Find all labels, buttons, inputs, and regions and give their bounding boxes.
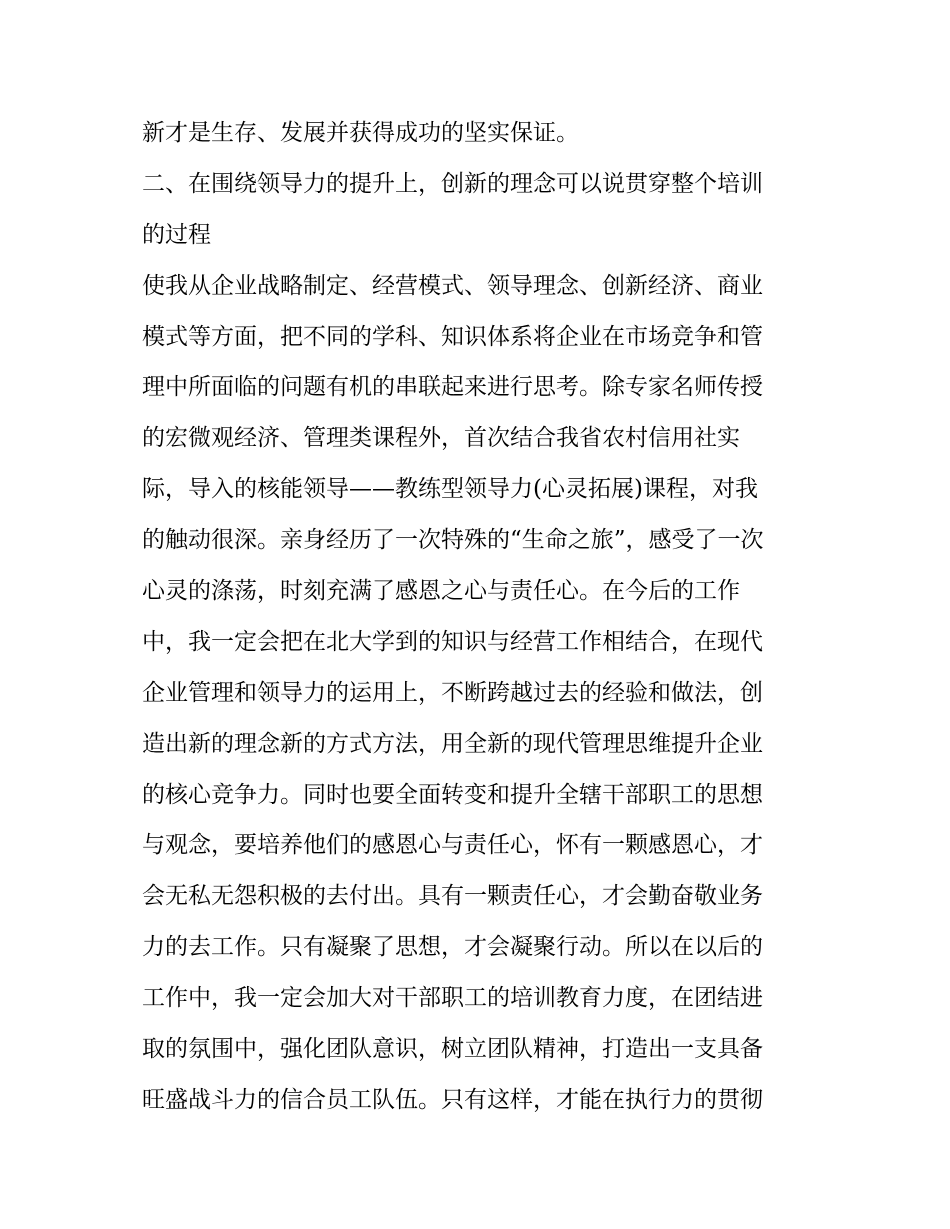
text-line: 的触动很深。亲身经历了一次特殊的“生命之旅”，感受了一次 [142, 527, 764, 554]
text-line: 使我从企业战略制定、经营模式、领导理念、创新经济、商业 [142, 272, 763, 299]
body-text [142, 108, 822, 1126]
text-line: 取的氛围中，强化团队意识，树立团队精神，打造出一支具备 [142, 1036, 763, 1063]
text-line: 工作中，我一定会加大对干部职工的培训教育力度，在团结进 [142, 985, 763, 1012]
text-line: 力的去工作。只有凝聚了思想，才会凝聚行动。所以在以后的 [142, 934, 763, 961]
text-line: 旺盛战斗力的信合员工队伍。只有这样，才能在执行力的贯彻 [142, 1086, 763, 1113]
text-line: 与观念，要培养他们的感恩心与责任心，怀有一颗感恩心，才 [142, 832, 763, 859]
section-heading-continuation: 的过程 [142, 221, 211, 248]
text-line: 中，我一定会把在北大学到的知识与经营工作相结合，在现代 [142, 628, 763, 655]
text-line: 模式等方面，把不同的学科、知识体系将企业在市场竞争和管 [142, 323, 763, 350]
text-line: 的宏微观经济、管理类课程外，首次结合我省农村信用社实 [142, 425, 740, 452]
text-line: 新才是生存、发展并获得成功的坚实保证。 [142, 120, 579, 146]
text-line: 理中所面临的问题有机的串联起来进行思考。除专家名师传授 [142, 374, 763, 401]
text-line: 的核心竞争力。同时也要全面转变和提升全辖干部职工的思想 [142, 781, 763, 808]
text-line: 际，导入的核能领导——教练型领导力(心灵拓展)课程，对我 [142, 476, 758, 503]
text-line: 会无私无怨积极的去付出。具有一颗责任心，才会勤奋敬业务 [142, 883, 763, 910]
text-line: 造出新的理念新的方式方法，用全新的现代管理思维提升企业 [142, 730, 763, 757]
text-line: 企业管理和领导力的运用上，不断跨越过去的经验和做法，创 [142, 679, 763, 706]
section-heading: 二、在围绕领导力的提升上，创新的理念可以说贯穿整个培训 [142, 170, 763, 197]
text-line: 心灵的涤荡，时刻充满了感恩之心与责任心。在今后的工作 [142, 578, 740, 605]
